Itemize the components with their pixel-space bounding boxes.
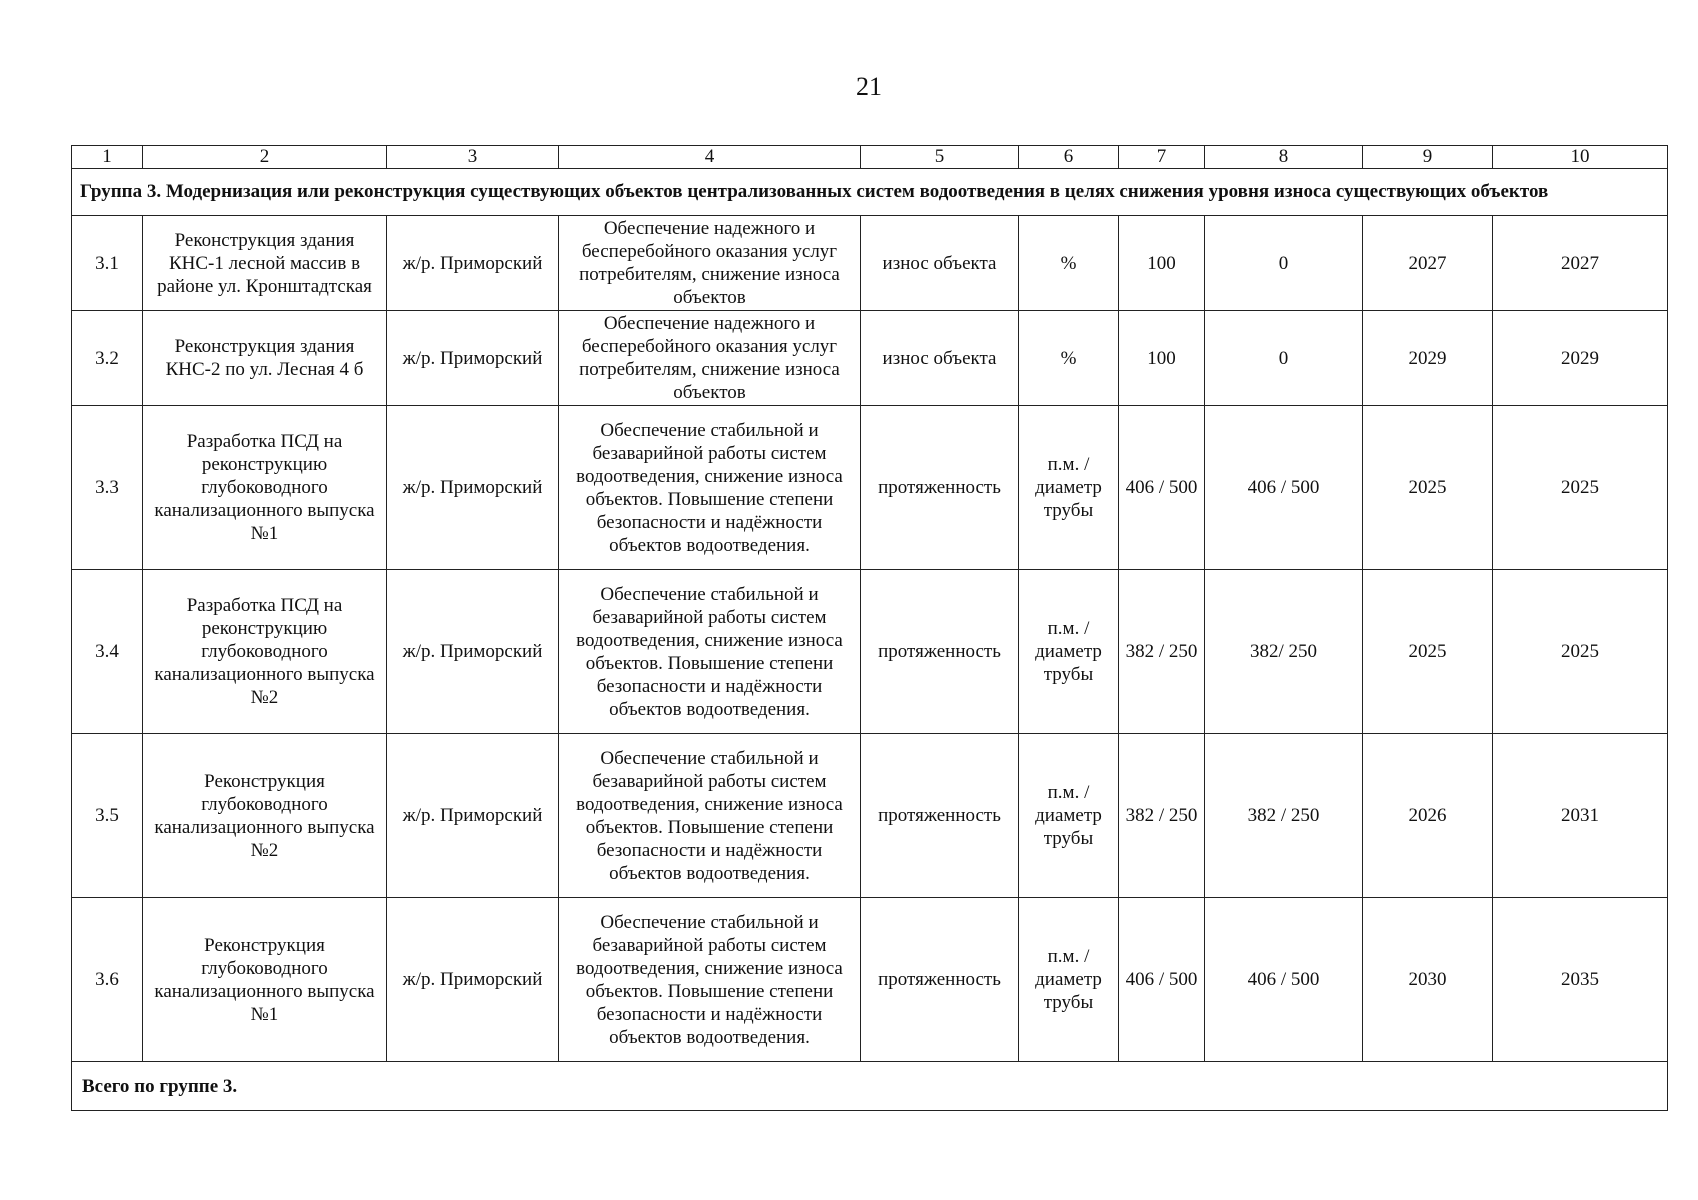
group-total-label: Всего по группе 3. xyxy=(72,1062,1668,1111)
measure-name: Реконструкция здания КНС-2 по ул. Лесная 4 б xyxy=(143,311,387,406)
purpose-cell: Обеспечение надежного и бесперебойного оказания услуг потребителям, снижение износа объектов xyxy=(559,311,861,406)
value-before-cell: 406 / 500 xyxy=(1119,406,1205,570)
purpose-cell: Обеспечение стабильной и безаварийной работы систем водоотведения, снижение износа объектов. Повышение степени безопасности и надёжности объектов водоотведения. xyxy=(559,406,861,570)
purpose-cell: Обеспечение стабильной и безаварийной работы систем водоотведения, снижение износа объектов. Повышение степени безопасности и надёжности объектов водоотведения. xyxy=(559,734,861,898)
value-before-cell: 406 / 500 xyxy=(1119,898,1205,1062)
group-title: Группа 3. Модернизация или реконструкция существующих объектов централизованных систем водоотведения в целях снижения уровня износа существующих объектов xyxy=(72,169,1668,216)
table-row xyxy=(72,734,1668,898)
value-before-cell: 100 xyxy=(1119,216,1205,311)
indicator-cell: износ объекта xyxy=(861,216,1019,311)
row-number: 3.6 xyxy=(72,898,143,1062)
table-row xyxy=(72,570,1668,734)
unit-cell: % xyxy=(1019,216,1119,311)
column-number: 9 xyxy=(1363,146,1493,169)
column-number: 8 xyxy=(1205,146,1363,169)
indicator-cell: протяженность xyxy=(861,734,1019,898)
measure-name: Реконструкция глубоководного канализационного выпуска №1 xyxy=(143,898,387,1062)
year-start-cell: 2026 xyxy=(1363,734,1493,898)
year-end-cell: 2035 xyxy=(1493,898,1668,1062)
value-before-cell: 382 / 250 xyxy=(1119,734,1205,898)
column-number: 7 xyxy=(1119,146,1205,169)
unit-cell: п.м. / диаметр трубы xyxy=(1019,898,1119,1062)
group-total-row xyxy=(72,1062,1668,1111)
measure-name: Реконструкция глубоководного канализационного выпуска №2 xyxy=(143,734,387,898)
row-number: 3.3 xyxy=(72,406,143,570)
year-start-cell: 2025 xyxy=(1363,570,1493,734)
table-row xyxy=(72,406,1668,570)
column-number: 5 xyxy=(861,146,1019,169)
year-start-cell: 2029 xyxy=(1363,311,1493,406)
location-cell: ж/р. Приморский xyxy=(387,311,559,406)
value-after-cell: 382 / 250 xyxy=(1205,734,1363,898)
column-number: 3 xyxy=(387,146,559,169)
indicator-cell: протяженность xyxy=(861,898,1019,1062)
measure-name: Разработка ПСД на реконструкцию глубоководного канализационного выпуска №2 xyxy=(143,570,387,734)
unit-cell: п.м. / диаметр трубы xyxy=(1019,406,1119,570)
row-number: 3.4 xyxy=(72,570,143,734)
group-header-row xyxy=(72,169,1668,216)
row-number: 3.5 xyxy=(72,734,143,898)
purpose-cell: Обеспечение надежного и бесперебойного оказания услуг потребителям, снижение износа объектов xyxy=(559,216,861,311)
location-cell: ж/р. Приморский xyxy=(387,406,559,570)
year-end-cell: 2027 xyxy=(1493,216,1668,311)
purpose-cell: Обеспечение стабильной и безаварийной работы систем водоотведения, снижение износа объектов. Повышение степени безопасности и надёжности объектов водоотведения. xyxy=(559,570,861,734)
value-after-cell: 382/ 250 xyxy=(1205,570,1363,734)
row-number: 3.2 xyxy=(72,311,143,406)
value-before-cell: 100 xyxy=(1119,311,1205,406)
measure-name: Разработка ПСД на реконструкцию глубоководного канализационного выпуска №1 xyxy=(143,406,387,570)
year-start-cell: 2025 xyxy=(1363,406,1493,570)
column-number: 4 xyxy=(559,146,861,169)
table-row xyxy=(72,898,1668,1062)
year-end-cell: 2025 xyxy=(1493,406,1668,570)
table-row xyxy=(72,311,1668,406)
year-start-cell: 2030 xyxy=(1363,898,1493,1062)
column-number-row xyxy=(72,146,1668,169)
location-cell: ж/р. Приморский xyxy=(387,216,559,311)
unit-cell: п.м. / диаметр трубы xyxy=(1019,570,1119,734)
value-before-cell: 382 / 250 xyxy=(1119,570,1205,734)
column-number: 1 xyxy=(72,146,143,169)
value-after-cell: 0 xyxy=(1205,216,1363,311)
measures-table xyxy=(71,145,1668,1111)
indicator-cell: протяженность xyxy=(861,406,1019,570)
unit-cell: п.м. / диаметр трубы xyxy=(1019,734,1119,898)
column-number: 2 xyxy=(143,146,387,169)
purpose-cell: Обеспечение стабильной и безаварийной работы систем водоотведения, снижение износа объектов. Повышение степени безопасности и надёжности объектов водоотведения. xyxy=(559,898,861,1062)
column-number: 6 xyxy=(1019,146,1119,169)
column-number: 10 xyxy=(1493,146,1668,169)
indicator-cell: протяженность xyxy=(861,570,1019,734)
measure-name: Реконструкция здания КНС-1 лесной массив в районе ул. Кронштадтская xyxy=(143,216,387,311)
unit-cell: % xyxy=(1019,311,1119,406)
value-after-cell: 406 / 500 xyxy=(1205,406,1363,570)
value-after-cell: 0 xyxy=(1205,311,1363,406)
table-row xyxy=(72,216,1668,311)
location-cell: ж/р. Приморский xyxy=(387,570,559,734)
value-after-cell: 406 / 500 xyxy=(1205,898,1363,1062)
indicator-cell: износ объекта xyxy=(861,311,1019,406)
year-end-cell: 2025 xyxy=(1493,570,1668,734)
location-cell: ж/р. Приморский xyxy=(387,734,559,898)
row-number: 3.1 xyxy=(72,216,143,311)
year-end-cell: 2031 xyxy=(1493,734,1668,898)
year-start-cell: 2027 xyxy=(1363,216,1493,311)
page-number: 21 xyxy=(856,72,882,101)
year-end-cell: 2029 xyxy=(1493,311,1668,406)
location-cell: ж/р. Приморский xyxy=(387,898,559,1062)
